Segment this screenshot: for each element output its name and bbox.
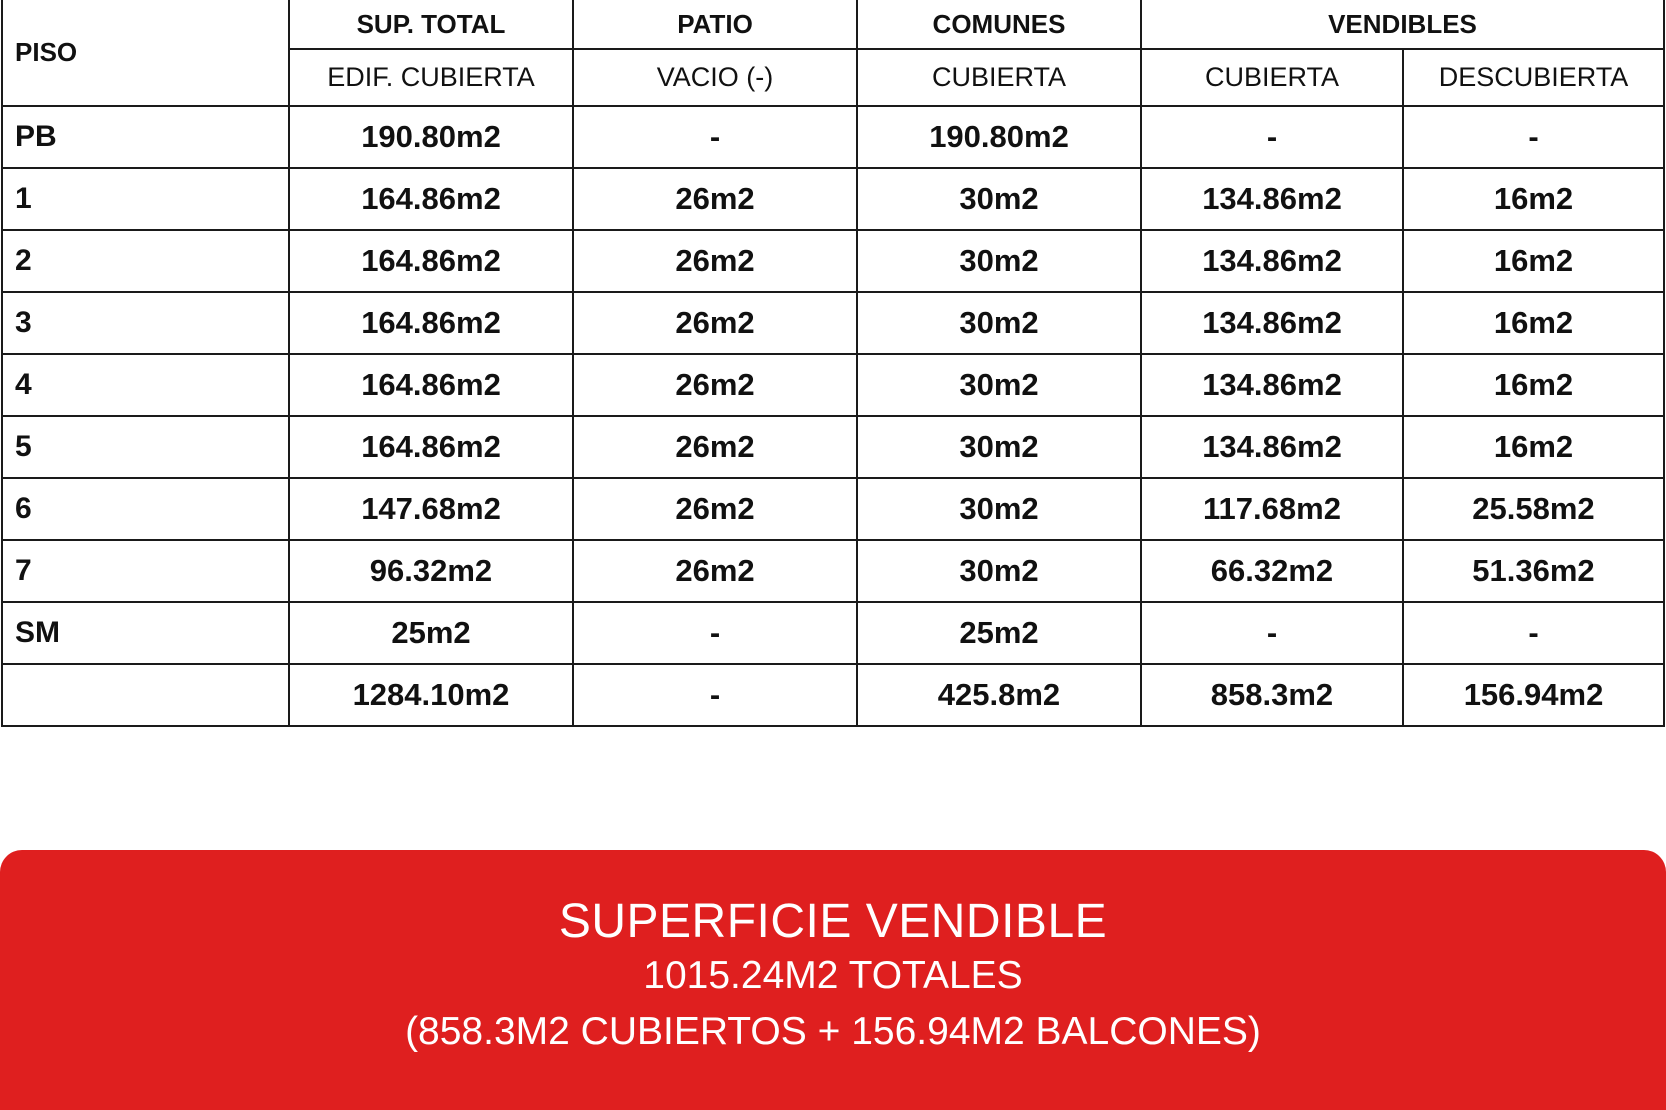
totals-row (2, 664, 1664, 726)
patio-cell: - (573, 602, 857, 664)
floor-cell: 5 (2, 416, 289, 478)
comunes-cell: 30m2 (857, 478, 1141, 540)
vendibles-descubierta-cell: 156.94m2 (1403, 664, 1664, 726)
sup-total-cell: 164.86m2 (289, 354, 573, 416)
sup-total-cell: 164.86m2 (289, 292, 573, 354)
sup-total-cell: 164.86m2 (289, 230, 573, 292)
patio-cell: 26m2 (573, 540, 857, 602)
sup-total-cell: 25m2 (289, 602, 573, 664)
comunes-cell: 425.8m2 (857, 664, 1141, 726)
vendibles-cubierta-cell: 858.3m2 (1141, 664, 1403, 726)
vendibles-cubierta-cell: 117.68m2 (1141, 478, 1403, 540)
subheader-comunes-cubierta: CUBIERTA (857, 49, 1141, 106)
floor-cell: SM (2, 602, 289, 664)
vendibles-descubierta-cell: - (1403, 106, 1664, 168)
patio-cell: 26m2 (573, 354, 857, 416)
patio-cell: 26m2 (573, 292, 857, 354)
floor-cell: 1 (2, 168, 289, 230)
comunes-cell: 30m2 (857, 354, 1141, 416)
table-row (2, 292, 1664, 354)
patio-cell: 26m2 (573, 168, 857, 230)
table-row (2, 106, 1664, 168)
table-row (2, 354, 1664, 416)
patio-cell: 26m2 (573, 416, 857, 478)
table-row (2, 478, 1664, 540)
sup-total-cell: 164.86m2 (289, 416, 573, 478)
vendibles-descubierta-cell: 16m2 (1403, 230, 1664, 292)
table-row (2, 416, 1664, 478)
table-row (2, 540, 1664, 602)
vendibles-cubierta-cell: 134.86m2 (1141, 230, 1403, 292)
summary-total: 1015.24M2 TOTALES (643, 954, 1023, 997)
vendibles-cubierta-cell: - (1141, 106, 1403, 168)
vendibles-descubierta-cell: 16m2 (1403, 354, 1664, 416)
floor-cell: 7 (2, 540, 289, 602)
summary-title: SUPERFICIE VENDIBLE (558, 895, 1108, 948)
comunes-cell: 30m2 (857, 540, 1141, 602)
patio-cell: - (573, 664, 857, 726)
table-row (2, 602, 1664, 664)
sup-total-cell: 96.32m2 (289, 540, 573, 602)
vendibles-cubierta-cell: 134.86m2 (1141, 416, 1403, 478)
patio-cell: 26m2 (573, 478, 857, 540)
floor-cell: 4 (2, 354, 289, 416)
comunes-cell: 30m2 (857, 168, 1141, 230)
floor-cell: 2 (2, 230, 289, 292)
area-table (1, 0, 1665, 727)
vendibles-cubierta-cell: - (1141, 602, 1403, 664)
sup-total-cell: 164.86m2 (289, 168, 573, 230)
table-row (2, 230, 1664, 292)
sup-total-cell: 147.68m2 (289, 478, 573, 540)
floor-cell: PB (2, 106, 289, 168)
table-row (2, 168, 1664, 230)
vendibles-cubierta-cell: 134.86m2 (1141, 292, 1403, 354)
header-patio: PATIO (573, 0, 857, 49)
header-vendibles: VENDIBLES (1141, 0, 1664, 49)
sup-total-cell: 1284.10m2 (289, 664, 573, 726)
header-piso: PISO (2, 0, 289, 106)
header-sup-total: SUP. TOTAL (289, 0, 573, 49)
subheader-vacio: VACIO (-) (573, 49, 857, 106)
floor-cell (2, 664, 289, 726)
vendibles-cubierta-cell: 66.32m2 (1141, 540, 1403, 602)
vendibles-cubierta-cell: 134.86m2 (1141, 168, 1403, 230)
vendibles-descubierta-cell: 16m2 (1403, 416, 1664, 478)
header-comunes: COMUNES (857, 0, 1141, 49)
patio-cell: 26m2 (573, 230, 857, 292)
vendibles-cubierta-cell: 134.86m2 (1141, 354, 1403, 416)
floor-cell: 3 (2, 292, 289, 354)
sup-total-cell: 190.80m2 (289, 106, 573, 168)
comunes-cell: 30m2 (857, 416, 1141, 478)
summary-detail: (858.3M2 CUBIERTOS + 156.94M2 BALCONES) (405, 1010, 1261, 1053)
vendibles-descubierta-cell: 16m2 (1403, 168, 1664, 230)
comunes-cell: 30m2 (857, 292, 1141, 354)
vendibles-descubierta-cell: 16m2 (1403, 292, 1664, 354)
subheader-vendibles-descubierta: DESCUBIERTA (1403, 49, 1664, 106)
comunes-cell: 30m2 (857, 230, 1141, 292)
comunes-cell: 190.80m2 (857, 106, 1141, 168)
vendibles-descubierta-cell: 25.58m2 (1403, 478, 1664, 540)
vendibles-descubierta-cell: - (1403, 602, 1664, 664)
patio-cell: - (573, 106, 857, 168)
vendibles-descubierta-cell: 51.36m2 (1403, 540, 1664, 602)
summary-banner (0, 850, 1666, 1110)
comunes-cell: 25m2 (857, 602, 1141, 664)
subheader-edif-cubierta: EDIF. CUBIERTA (289, 49, 573, 106)
subheader-vendibles-cubierta: CUBIERTA (1141, 49, 1403, 106)
floor-cell: 6 (2, 478, 289, 540)
